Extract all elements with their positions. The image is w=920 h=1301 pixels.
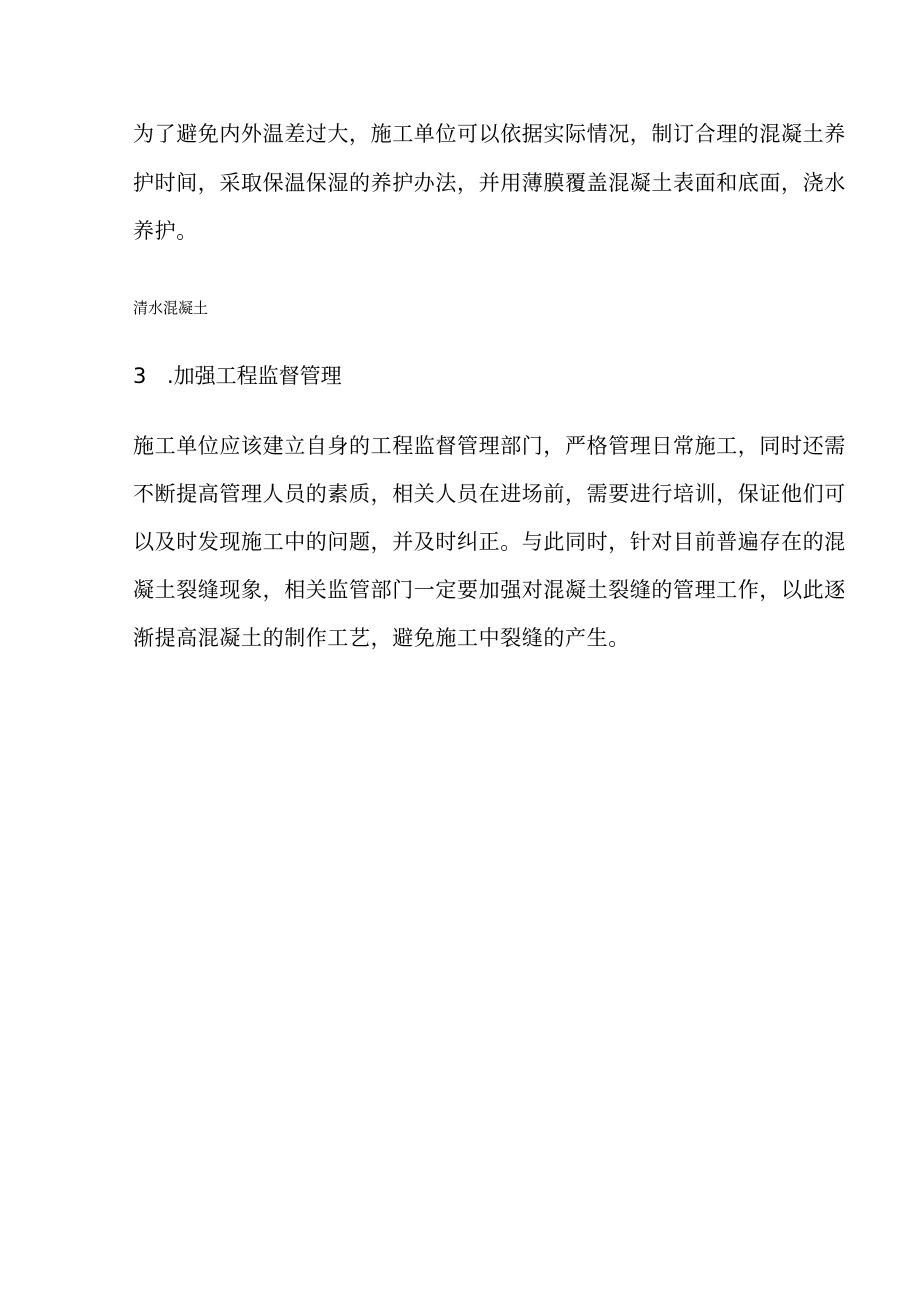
section-heading — [133, 363, 342, 389]
paragraph-line: 凝土裂缝现象，相关监管部门一定要加强对混凝土裂缝的管理工作，以此逐 — [133, 578, 846, 602]
paragraph-line: 渐提高混凝土的制作工艺，避免施工中裂缝的产生。 — [133, 626, 630, 650]
paragraph-line: 以及时发现施工中的问题，并及时纠正。与此同时，针对目前普遍存在的混 — [133, 530, 846, 554]
paragraph-line: 护时间，采取保温保湿的养护办法，并用薄膜覆盖混凝土表面和底面，浇水 — [133, 171, 846, 195]
paragraph-line: 不断提高管理人员的素质，相关人员在进场前，需要进行培训，保证他们可 — [133, 482, 846, 506]
section-title: .加强工程监督管理 — [167, 364, 342, 388]
section-number: 3 — [133, 364, 147, 388]
paragraph-line: 施工单位应该建立自身的工程监督管理部门，严格管理日常施工，同时还需 — [133, 434, 846, 458]
figure-caption: 清水混凝土 — [133, 299, 209, 317]
paragraph-line: 为了避免内外温差过大，施工单位可以依据实际情况，制订合理的混凝土养 — [133, 122, 846, 146]
paragraph-line: 养护。 — [133, 219, 198, 243]
